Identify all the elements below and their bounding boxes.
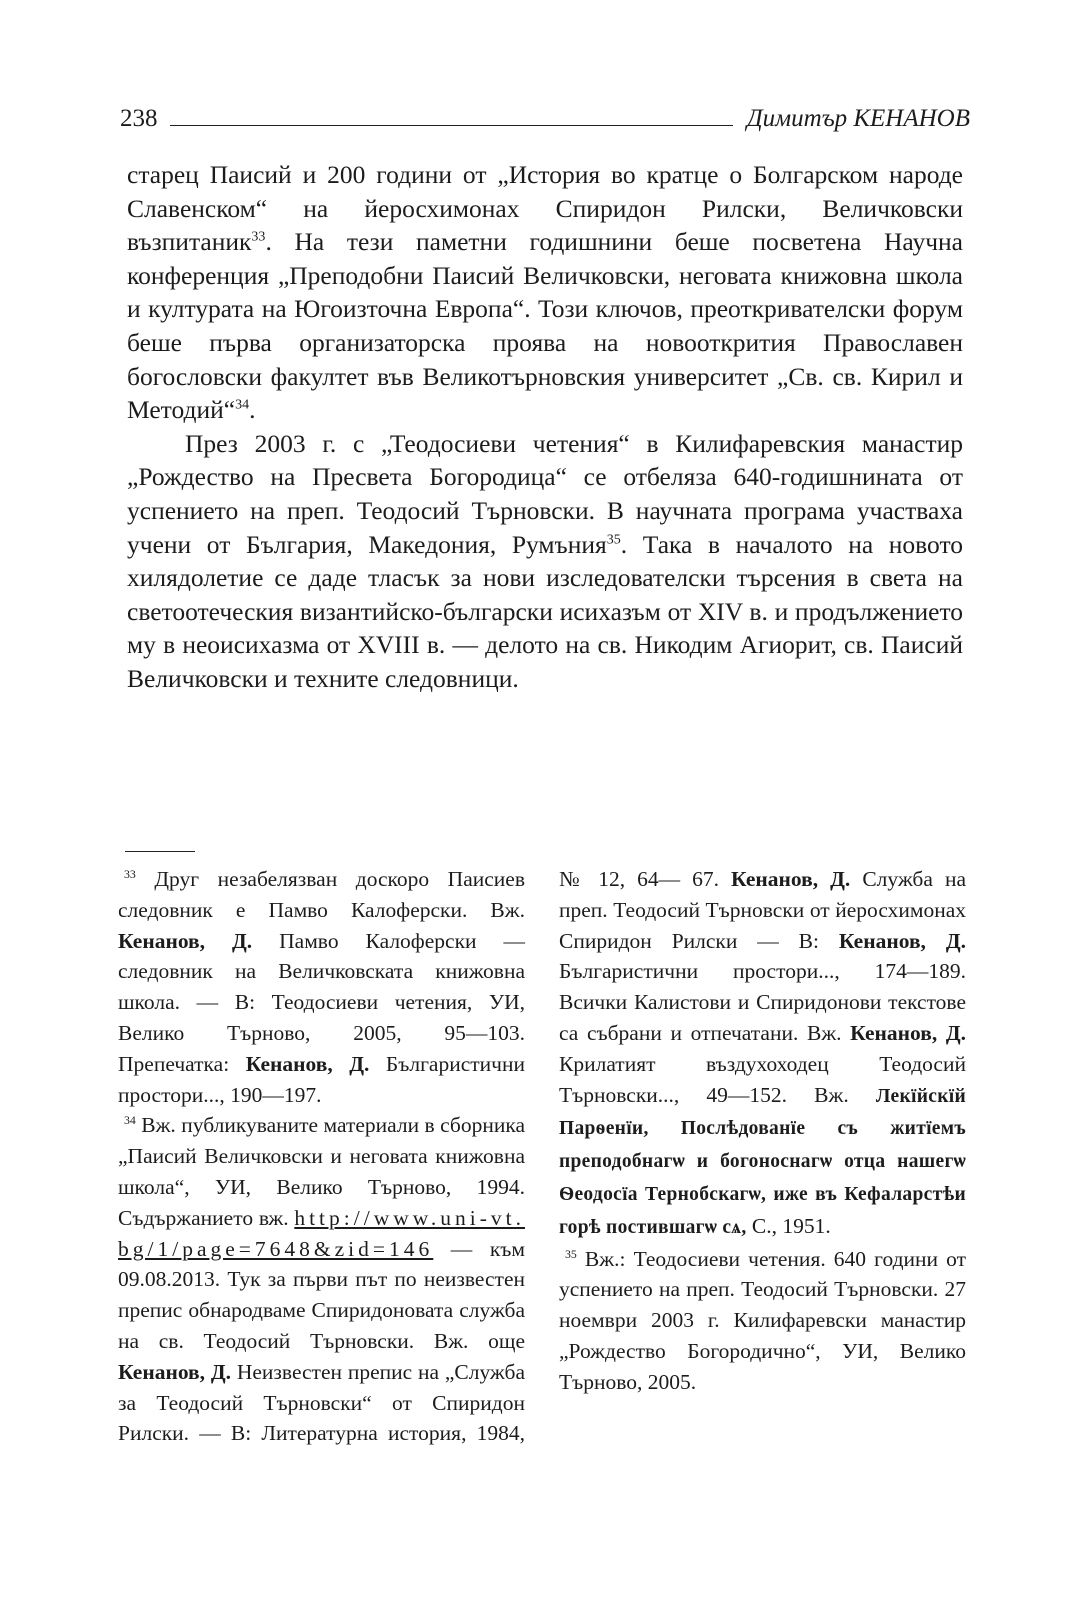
page-header [120,97,970,131]
footnote-text: Българистични простори..., 174—189. Всички Калистови и Спиридонови текстове са събрани и отпечатани. Вж. [559,959,966,1045]
church-slavonic-title: Лекїйскїй Парѳенїи, Послѣдованїе съ житїемъ преподобнагѡ и богоноснагѡ отца нашегѡ Ѳеодосїа Тернобскагѡ, иже въ Кефаларстѣи горѣ постившагѡ сѧ, [559,1085,966,1238]
footnote-number: 33 [124,866,136,881]
footnote-text: С., 1951. [746,1213,831,1238]
footnote-33 [118,864,525,1110]
main-text [127,158,963,696]
author-name: Кенанов, Д. [245,1051,370,1076]
paragraph-1-text-cont: . На тези паметни годишнини беше посветена Научна конференция „Преподобни Паисий Величковски, неговата книжовна школа и културата на Югоизточна Европа“. Този ключов, преоткривателски форум беше първа организаторска проява на новооткрития Православен богословски факултет във Великотърновския университет „Св. св. Кирил и Методий“ [127,227,963,425]
source-url-link[interactable]: http://www.uni-vt.bg/1/page=7648&zid=146 [118,1205,525,1261]
author-name: Кенанов, Д. [118,1359,232,1384]
footnote-number: 34 [124,1113,136,1128]
author-name: Кенанов, Д. [731,867,851,891]
paragraph-2 [127,427,963,696]
footnote-text: — към 09.08.2013. Тук за първи път по неизвестен препис обнародваме Спиридоновата служба на св. Теодосий Търновски. Вж. още [118,1236,525,1353]
paragraph-1-text: старец Паисий и 200 години от „История во кратце о Болгарском народе Славенском“ на йеросхимонах Спиридон Рилски, Величковски възпитаник [127,160,963,257]
footnotes [118,864,966,1464]
footnote-ref-33[interactable]: 33 [251,229,266,245]
paragraph-2-text-cont: . Така в началото на новото хилядолетие се даде тласък за нови изследователски търсения в света на светоотеческия византийско-български исихазъм от XIV в. и продължението му в неоисихазма от XVIII в. — делото на св. Никодим Агиорит, св. Паисий Величковски и техните следовници. [127,529,964,693]
footnote-text: Крилатият въздухоходец Теодосий Търновски..., 49—152. Вж. [559,1051,966,1107]
paragraph-1-end: . [249,395,256,425]
header-rule [170,125,733,126]
footnote-35 [559,1244,966,1398]
footnote-separator [125,851,195,852]
footnote-text: Памво Калоферски — следовник на Величковската книжовна школа. — В: Теодосиеви четения, УИ, Велико Търново, 2005, 95—103. Препечатка: [118,928,525,1076]
footnote-ref-35[interactable]: 35 [606,532,621,548]
footnote-text: Вж. публикуваните материали в сборника „Паисий Величковски и неговата книжовна школа“, УИ, Велико Търново, 1994. Съдържанието вж. [118,1113,526,1230]
footnote-number: 35 [565,1246,577,1261]
footnote-text: Вж.: Теодосиеви четения. 640 години от успението на преп. Теодосий Търновски. 27 ноември 2003 г. Килифаревски манастир „Рождество Богородично“, УИ, Велико Търново, 2005. [559,1246,966,1394]
footnote-ref-34[interactable]: 34 [235,397,250,413]
page-number: 238 [120,105,158,132]
author-name: Кенанов, Д. [838,928,966,953]
author-name: Кенанов, Д. [118,928,253,953]
paragraph-2-text: През 2003 г. с „Теодосиеви четения“ в Килифаревския манастир „Рождество на Пресвета Богородица“ се отбеляза 640-годишнината от успението на преп. Теодосий Търновски. В научната програма участваха учени от България, Македония, Румъния [127,428,963,559]
paragraph-1 [127,158,963,427]
running-head-author: Димитър КЕНАНОВ [746,105,970,132]
author-name: Кенанов, Д. [850,1020,966,1045]
footnote-text: Българистични простори..., 190—197. [118,1051,525,1107]
footnote-text: Друг незабелязван доскоро Паисиев следовник е Памво Калоферски. Вж. [118,867,526,922]
footnote-text: Служба на преп. Теодосий Търновски от йеросхимонах Спиридон Рилски — В: [559,867,966,953]
footnote-text: Неизвестен препис на „Служба за Теодосий Търновски“ от Спиридон Рилски. — В: Литературна история, 1984, № 12, 64— 67. [118,867,732,1446]
